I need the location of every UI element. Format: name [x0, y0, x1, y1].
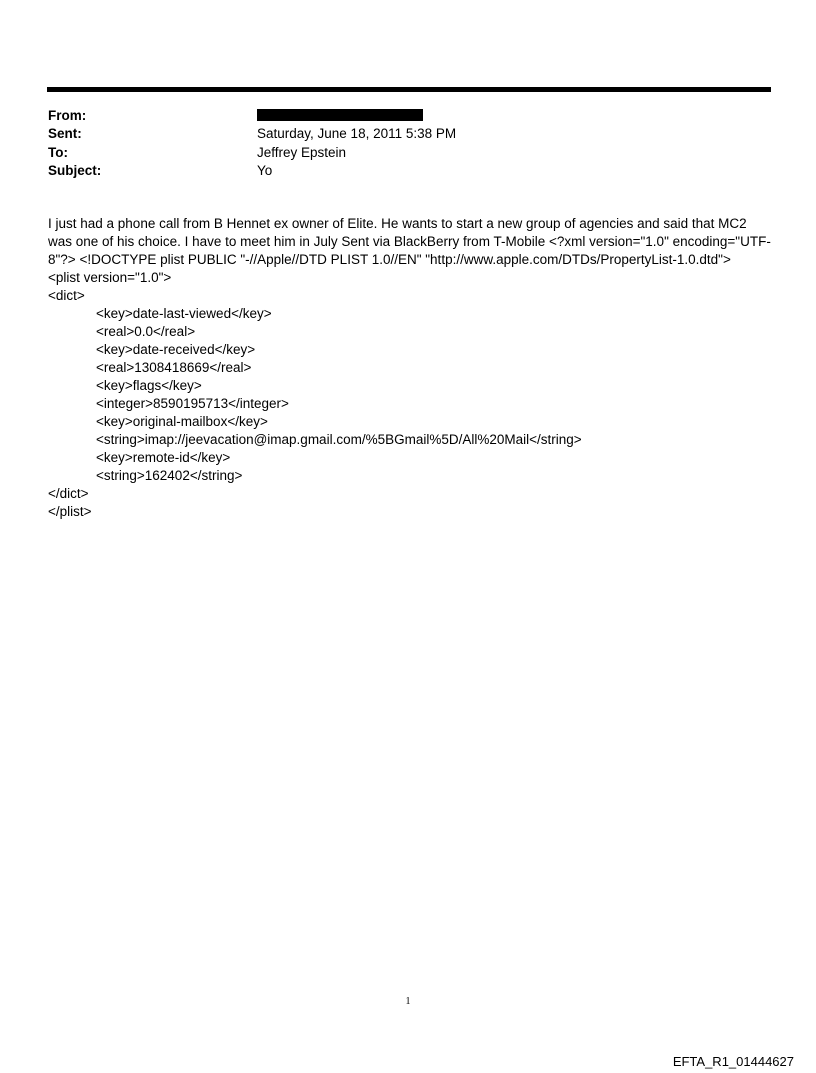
- body-line: 8"?> <!DOCTYPE plist PUBLIC "-//Apple//DTD PLIST 1.0//EN" "http://www.apple.com/DTDs/PropertyList-1.0.dtd">: [48, 252, 731, 267]
- to-value: Jeffrey Epstein: [257, 145, 347, 160]
- header-rule: [47, 87, 771, 92]
- dict-line: <key>flags</key>: [96, 378, 202, 393]
- from-label: From:: [48, 108, 87, 123]
- dict-line: <key>original-mailbox</key>: [96, 414, 268, 429]
- dict-open-line: <dict>: [48, 288, 85, 303]
- body-line: I just had a phone call from B Hennet ex owner of Elite. He wants to start a new group of agencies and said that MC2: [48, 216, 747, 231]
- page-number: 1: [405, 996, 411, 1007]
- email-body: [48, 215, 776, 521]
- dict-line: <key>date-received</key>: [96, 342, 256, 357]
- plist-open-line: <plist version="1.0">: [48, 270, 172, 285]
- sent-value: Saturday, June 18, 2011 5:38 PM: [257, 126, 457, 141]
- dict-line: <real>0.0</real>: [96, 324, 196, 339]
- dict-line: <integer>8590195713</integer>: [96, 396, 289, 411]
- redacted-from-value: [257, 109, 423, 121]
- subject-value: Yo: [257, 163, 273, 178]
- body-line: was one of his choice. I have to meet him in July Sent via BlackBerry from T-Mobile <?xml version="1.0" encoding="UTF-: [48, 234, 771, 249]
- to-label: To:: [48, 145, 68, 160]
- dict-line: <key>remote-id</key>: [96, 450, 231, 465]
- plist-close-line: </plist>: [48, 504, 92, 519]
- dict-close-line: </dict>: [48, 486, 89, 501]
- subject-label: Subject:: [48, 163, 102, 178]
- dict-line: <real>1308418669</real>: [96, 360, 252, 375]
- dict-line: <string>162402</string>: [96, 468, 243, 483]
- document-id: EFTA_R1_01444627: [672, 1054, 794, 1069]
- dict-line: <key>date-last-viewed</key>: [96, 306, 272, 321]
- dict-line: <string>imap://jeevacation@imap.gmail.com/%5BGmail%5D/All%20Mail</string>: [96, 432, 582, 447]
- sent-label: Sent:: [48, 126, 82, 141]
